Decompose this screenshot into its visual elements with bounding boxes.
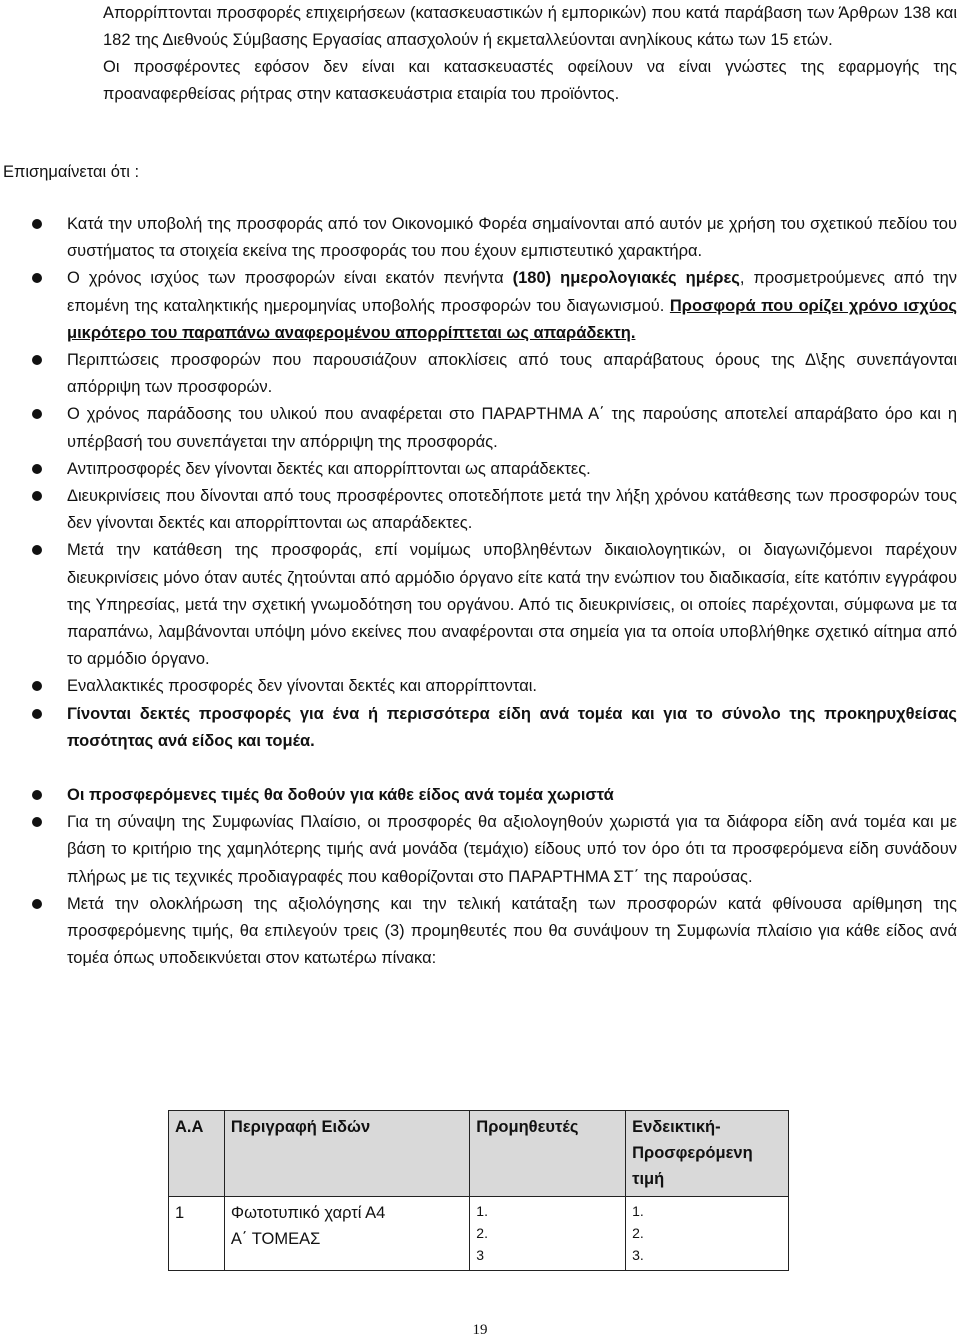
notice-label: Επισημαίνεται ότι : xyxy=(3,163,140,181)
cell-suppliers xyxy=(470,1197,626,1271)
list-item xyxy=(0,673,960,700)
bullet-bold-text: (180) ημερολογιακές ημέρες xyxy=(512,269,740,288)
page-number: 19 xyxy=(472,1322,488,1338)
description-line: Φωτοτυπικό χαρτί Α4 xyxy=(230,1204,386,1222)
bullet-icon xyxy=(32,709,42,719)
paragraph-child-labour: Απορρίπτονται προσφορές επιχειρήσεων (κατασκευαστικών ή εμπορικών) που κατά παράβαση των Άρθρων 138 και 182 της Διεθνούς Σύμβασης Εργασίας απασχολούν ή εκμεταλλεύονται ανηλίκους κάτω των 15 ετών. xyxy=(103,4,957,49)
bullet-icon xyxy=(32,790,42,800)
bullet-text: Αντιπροσφορές δεν γίνονται δεκτές και απορρίπτονται ως απαράδεκτες. xyxy=(67,459,591,478)
spacer xyxy=(0,755,960,782)
bullet-text: Μετά την κατάθεση της προσφοράς, επί νομίμως υποβληθέντων δικαιολογητικών, οι διαγωνιζόμενοι παρέχουν διευκρινίσεις μόνο όταν αυτές ζητούνται από αρμόδιο όργανο είτε κατά την ενώπιον του διαδικασία, είτε κατόπιν εγγράφου της Υπηρεσίας, μετά την σχετική γνωμοδότηση του οργάνου. Από τις διευκρινίσεις, οι οποίες παρέχονται, σύμφωνα με τα παραπάνω, λαμβάνονται υπόψη μόνο εκείνες που αναφέρονται στα σημεία για τα οποία υποβλήθηκε σχετικό αίτημα από το αρμόδιο όργανο. xyxy=(67,541,957,669)
bullet-text: Για τη σύναψη της Συμφωνίας Πλαίσιο, οι προσφορές θα αξιολογηθούν χωριστά για τα διάφορα είδη ανά τομέα και με βάση το κριτήριο της χαμηλότερης τιμής ανά μονάδα (τεμάχιο) είδους υπό τον όρο ότι τα προσφερόμενα είδη συνάδουν πλήρως με τις τεχνικές προδιαγραφές που καθορίζονται στο ΠΑΡΑΡΤΗΜΑ ΣΤ΄ της παρούσας. xyxy=(67,813,957,886)
bullet-bold-text: Οι προσφερόμενες τιμές θα δοθούν για κάθε είδος ανά τομέα χωριστά xyxy=(67,786,614,805)
bullet-icon xyxy=(32,681,42,691)
list-item xyxy=(0,265,960,347)
price-slot: 1. xyxy=(632,1203,644,1219)
supplier-slot: 2. xyxy=(476,1225,488,1241)
table-row xyxy=(169,1197,789,1271)
list-item xyxy=(0,782,960,809)
bullet-text: , προσμετρούμενες από την επομένη της καταληκτικής ημερομηνίας υποβολής προσφορών του διαγωνισμού. xyxy=(67,269,957,315)
suppliers-table xyxy=(168,1110,789,1271)
header-aa: Α.Α xyxy=(169,1111,225,1197)
list-item xyxy=(0,809,960,891)
list-item xyxy=(0,456,960,483)
price-slot: 2. xyxy=(632,1225,644,1241)
bullet-text: Περιπτώσεις προσφορών που παρουσιάζουν αποκλίσεις από τους απαράβατους όρους της Δ\ξης συνεπάγονται απόρριψη των προσφορών. xyxy=(67,351,957,397)
bullet-text: Ο χρόνος ισχύος των προσφορών είναι εκατόν πενήντα xyxy=(67,269,513,288)
bullet-icon xyxy=(32,219,42,229)
bullet-text: Κατά την υποβολή της προσφοράς από τον Οικονομικό Φορέα σημαίνονται από αυτόν με χρήση του σχετικού πεδίου του συστήματος τα στοιχεία εκείνα της προσφοράς του που έχουν εμπιστευτικό χαρακτήρα. xyxy=(67,215,957,261)
list-item xyxy=(0,347,960,401)
bullet-text: Διευκρινίσεις που δίνονται από τους προσφέροντες οποτεδήποτε μετά την λήξη χρόνου κατάθεσης των προσφορών τους δεν γίνονται δεκτές και απορρίπτονται ως απαράδεκτες. xyxy=(67,487,957,533)
list-item xyxy=(0,483,960,537)
bullet-bold-text: Γίνονται δεκτές προσφορές για ένα ή περισσότερα είδη ανά τομέα και για το σύνολο της προκηρυχθείσας ποσότητας ανά είδος και τομέα. xyxy=(67,704,957,750)
supplier-slot: 1. xyxy=(476,1203,488,1219)
bullet-icon xyxy=(32,355,42,365)
paragraph-bidders-awareness: Οι προσφέροντες εφόσον δεν είναι και κατασκευαστές οφείλουν να είναι γνώστες της εφαρμογής της προαναφερθείσας ρήτρας στην κατασκευάστρια εταιρία του προϊόντος. xyxy=(103,58,957,103)
header-suppliers: Προμηθευτές xyxy=(470,1111,626,1197)
bullet-icon xyxy=(32,273,42,283)
top-paragraphs xyxy=(103,0,957,108)
bullet-icon xyxy=(32,899,42,909)
list-item xyxy=(0,891,960,973)
terms-bullet-list xyxy=(0,211,960,972)
bullet-icon xyxy=(32,491,42,501)
cell-aa: 1 xyxy=(169,1197,225,1271)
header-price: Ενδεικτική-Προσφερόμενη τιμή xyxy=(626,1111,789,1197)
bullet-underlined-text: Προσφορά που ορίζει χρόνο ισχύος μικρότερο του παραπάνω αναφερομένου απορρίπτεται ως απαράδεκτη. xyxy=(67,296,957,342)
list-item xyxy=(0,537,960,673)
bullet-text: Μετά την ολοκλήρωση της αξιολόγησης και την τελική κατάταξη των προσφορών κατά φθίνουσα αρίθμηση της προσφερόμενης τιμής, θα επιλεγούν τρεις (3) προμηθευτές που θα συνάψουν τη Συμφωνία πλαίσιο για κάθε είδος ανά τομέα όπως υποδεικνύεται στον κατωτέρω πίνακα: xyxy=(67,894,957,968)
bullet-icon xyxy=(32,464,42,474)
bullet-text: Ο χρόνος παράδοσης του υλικού που αναφέρεται στο ΠΑΡΑΡΤΗΜΑ Α΄ της παρούσης αποτελεί απαράβατο όρο και η υπέρβασή του συνεπάγεται την απόρριψη της προσφοράς. xyxy=(67,405,957,451)
header-description: Περιγραφή Ειδών xyxy=(224,1111,469,1197)
bullet-icon xyxy=(32,817,42,827)
supplier-slot: 3 xyxy=(476,1247,485,1263)
bullet-icon xyxy=(32,409,42,419)
list-item xyxy=(0,701,960,755)
description-line: Α΄ ΤΟΜΕΑΣ xyxy=(230,1230,321,1248)
cell-prices xyxy=(626,1197,789,1271)
bullet-icon xyxy=(32,545,42,555)
cell-description xyxy=(224,1197,469,1271)
list-item xyxy=(0,211,960,265)
table-header-row xyxy=(169,1111,789,1197)
price-slot: 3. xyxy=(632,1247,644,1263)
bullet-text: Εναλλακτικές προσφορές δεν γίνονται δεκτές και απορρίπτονται. xyxy=(67,677,537,696)
list-item xyxy=(0,401,960,455)
